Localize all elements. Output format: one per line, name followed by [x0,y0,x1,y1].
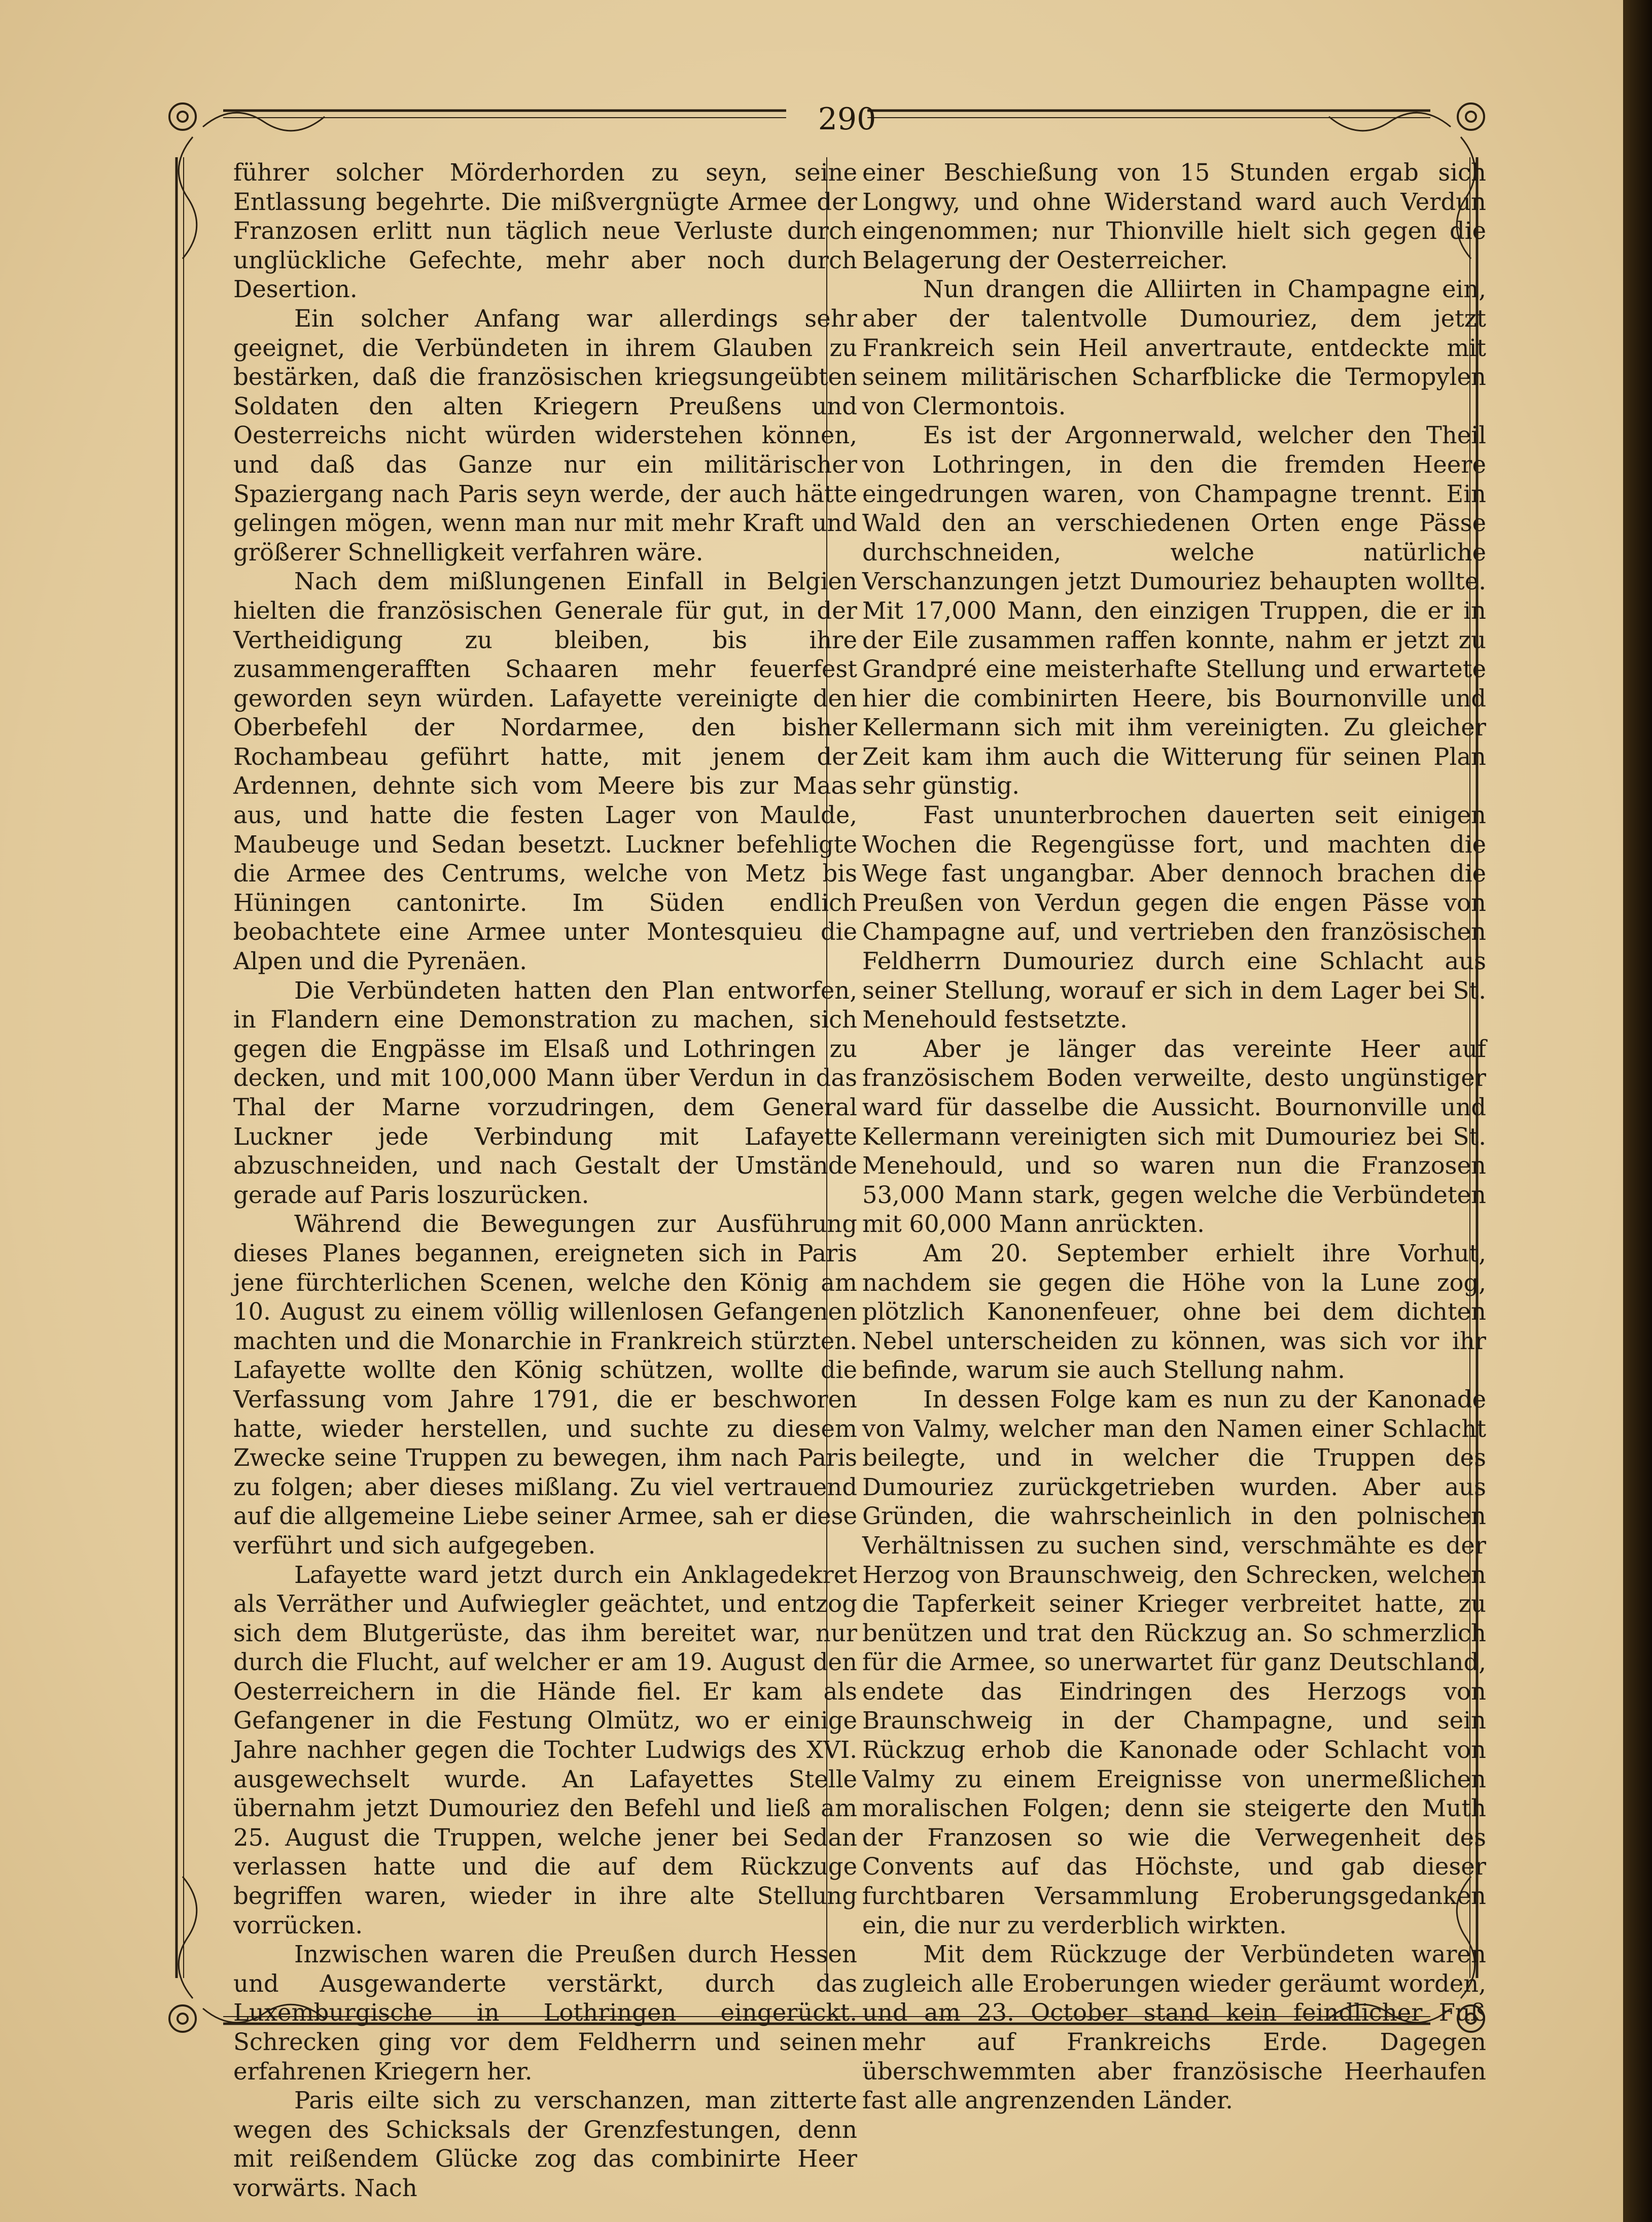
paragraph: Ein solcher Anfang war allerdings sehr geeignet, die Verbündeten in ihrem Glauben zu bestärken, daß die französischen kriegsungeübten Soldaten den alten Kriegern Preußens und Oesterreichs nicht würden widerstehen können, und daß das Ganze nur ein militärischer Spaziergang nach Paris seyn werde, der auch hätte gelingen mögen, wenn man nur mit mehr Kraft und größerer Schnelligkeit verfahren wäre. [233,304,857,566]
page-number: 290 [818,101,876,137]
paragraph: Während die Bewegungen zur Ausführung dieses Planes begannen, ereigneten sich in Paris jene fürchterlichen Scenen, welche den König am 10. August zu einem völlig willenlosen Gefangenen machten und die Monarchie in Frankreich stürzten. Lafayette wollte den König schützen, wollte die Verfassung vom Jahre 1791, die er beschworen hatte, wieder herstellen, und suchte zu diesem Zwecke seine Truppen zu bewegen, ihm nach Paris zu folgen; aber dieses mißlang. Zu viel vertrauend auf die allgemeine Liebe seiner Armee, sah er diese verführt und sich aufgegeben. [233,1210,857,1559]
text-column-left [233,158,857,2202]
paragraph: Fast ununterbrochen dauerten seit einigen Wochen die Regengüsse fort, und machten die Wege fast ungangbar. Aber dennoch brachen die Preußen von Verdun gegen die engen Pässe von Champagne auf, und vertrieben den französischen Feldherrn Dumouriez durch eine Schlacht aus seiner Stellung, worauf er sich in dem Lager bei St. Menehould festsetzte. [862,801,1486,1034]
paragraph: Die Verbündeten hatten den Plan entworfen, in Flandern eine Demonstration zu machen, sich gegen die Engpässe im Elsaß und Lothringen zu decken, und mit 100,000 Mann über Verdun in das Thal der Marne vorzudringen, dem General Luckner jede Verbindung mit Lafayette abzuschneiden, und nach Gestalt der Umstände gerade auf Paris loszurücken. [233,976,857,1209]
paragraph: Aber je länger das vereinte Heer auf französischem Boden verweilte, desto ungünstiger ward für dasselbe die Aussicht. Bournonville und Kellermann vereinigten sich mit Dumouriez bei St. Menehould, und so waren nun die Franzosen 53,000 Mann stark, gegen welche die Verbündeten mit 60,000 Mann anrückten. [862,1035,1486,1238]
paragraph: Es ist der Argonnerwald, welcher den Theil von Lothringen, in den die fremden Heere eingedrungen waren, von Champagne trennt. Ein Wald den an verschiedenen Orten enge Pässe durchschneiden, welche natürliche Verschanzungen jetzt Dumouriez behaupten wollte. Mit 17,000 Mann, den einzigen Truppen, die er in der Eile zusammen raffen konnte, nahm er jetzt zu Grandpré eine meisterhafte Stellung und erwartete hier die combinirten Heere, bis Bournonville und Kellermann sich mit ihm vereinigten. Zu gleicher Zeit kam ihm auch die Witterung für seinen Plan sehr günstig. [862,421,1486,800]
paragraph: Mit dem Rückzuge der Verbündeten waren zugleich alle Eroberungen wieder geräumt worden, und am 23. October stand kein feindlicher Fuß mehr auf Frankreichs Erde. Dagegen überschwemmten aber französische Heerhaufen fast alle angrenzenden Länder. [862,1941,1486,2114]
paragraph: führer solcher Mörderhorden zu seyn, seine Entlassung begehrte. Die mißvergnügte Armee der Franzosen erlitt nun täglich neue Verluste durch unglückliche Gefechte, mehr aber noch durch Desertion. [233,159,857,303]
paragraph: Nun drangen die Alliirten in Champagne ein, aber der talentvolle Dumouriez, dem jetzt Frankreich sein Heil anvertraute, entdeckte mit seinem militärischen Scharfblicke die Termopylen von Clermontois. [862,275,1486,420]
text-column-right [862,158,1486,2114]
paragraph: Paris eilte sich zu verschanzen, man zitterte wegen des Schicksals der Grenzfestungen, denn mit reißendem Glücke zog das combinirte Heer vorwärts. Nach [233,2087,857,2202]
paragraph: In dessen Folge kam es nun zu der Kanonade von Valmy, welcher man den Namen einer Schlacht beilegte, und in welcher die Truppen des Dumouriez zurückgetrieben wurden. Aber aus Gründen, die wahrscheinlich in den polnischen Verhältnissen zu suchen sind, verschmähte es der Herzog von Braunschweig, den Schrecken, welchen die Tapferkeit seiner Krieger verbreitet hatte, zu benützen und trat den Rückzug an. So schmerzlich für die Armee, so unerwartet für ganz Deutschland, endete das Eindringen des Herzogs von Braunschweig in der Champagne, und sein Rückzug erhob die Kanonade oder Schlacht von Valmy zu einem Ereignisse von unermeßlichen moralischen Folgen; denn sie steigerte den Muth der Franzosen so wie die Verwegenheit des Convents auf das Höchste, und gab dieser furchtbaren Versammlung Eroberungsgedanken ein, die nur zu verderblich wirkten. [862,1385,1486,1939]
paragraph: Lafayette ward jetzt durch ein Anklagedekret als Verräther und Aufwiegler geächtet, und entzog sich dem Blutgerüste, das ihm bereitet war, nur durch die Flucht, auf welcher er am 19. August den Oesterreichern in die Hände fiel. Er kam als Gefangener in die Festung Olmütz, wo er einige Jahre nachher gegen die Tochter Ludwigs des XVI. ausgewechselt wurde. An Lafayettes Stelle übernahm jetzt Dumouriez den Befehl und ließ am 25. August die Truppen, welche jener bei Sedan verlassen hatte und die auf dem Rückzuge begriffen waren, wieder in ihre alte Stellung vorrücken. [233,1561,857,1939]
book-binding-edge [1623,0,1652,2222]
paragraph: Inzwischen waren die Preußen durch Hessen und Ausgewanderte verstärkt, durch das Luxemburgische in Lothringen eingerückt. Schrecken ging vor dem Feldherrn und seinen erfahrenen Kriegern her. [233,1941,857,2085]
paragraph: Nach dem mißlungenen Einfall in Belgien hielten die französischen Generale für gut, in der Vertheidigung zu bleiben, bis ihre zusammengerafften Schaaren mehr feuerfest geworden seyn würden. Lafayette vereinigte den Oberbefehl der Nordarmee, den bisher Rochambeau geführt hatte, mit jenem der Ardennen, dehnte sich vom Meere bis zur Maas aus, und hatte die festen Lager von Maulde, Maubeuge und Sedan besetzt. Luckner befehligte die Armee des Centrums, welche von Metz bis Hüningen cantonirte. Im Süden endlich beobachtete eine Armee unter Montesquieu die Alpen und die Pyrenäen. [233,568,857,975]
paragraph: einer Beschießung von 15 Stunden ergab sich Longwy, und ohne Widerstand ward auch Verdun eingenommen; nur Thionville hielt sich gegen die Belagerung der Oesterreicher. [862,159,1486,274]
paragraph: Am 20. September erhielt ihre Vorhut, nachdem sie gegen die Höhe von la Lune zog, plötzlich Kanonenfeuer, ohne bei dem dichten Nebel unterscheiden zu können, was sich vor ihr befinde, warum sie auch Stellung nahm. [862,1239,1486,1384]
